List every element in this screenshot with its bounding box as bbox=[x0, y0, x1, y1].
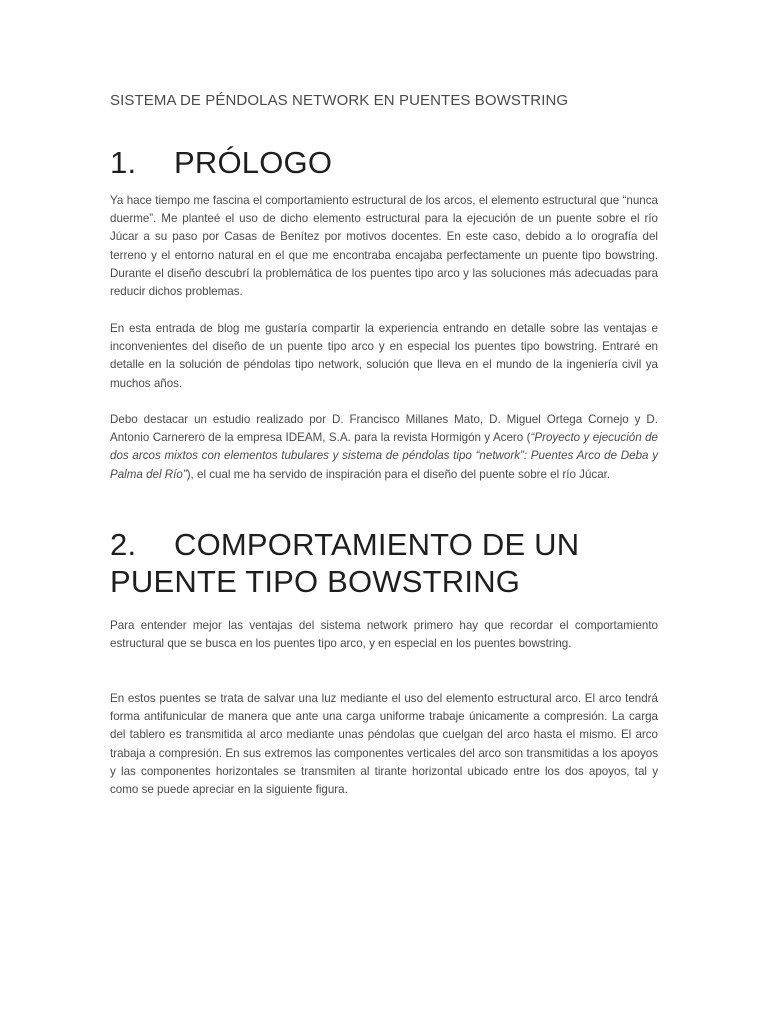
section-1-paragraph-2: En esta entrada de blog me gustaría compartir la experiencia entrando en detalle sobre las ventajas e inconvenientes del diseño de un puente tipo arco y en especial los puentes tipo bowstring. Entraré en detalle en la solución de péndolas tipo network, solución que lleva en el mundo de la ingeniería civil ya muchos años. bbox=[110, 322, 658, 390]
section-2-number: 2. bbox=[110, 527, 137, 562]
section-1-number: 1. bbox=[110, 145, 137, 180]
section-2-heading bbox=[110, 526, 670, 600]
section-1-title: PRÓLOGO bbox=[174, 145, 333, 180]
section-1-paragraph-1: Ya hace tiempo me fascina el comportamiento estructural de los arcos, el elemento estructural que “nunca duerme”. Me planteé el uso de dicho elemento estructural para la ejecución de un puente sobre el río Júcar a su paso por Casas de Benítez por motivos docentes. En este caso, debido a lo orografía del terreno y el entorno natural en el que me encontraba encajaba perfectamente un puente tipo bowstring. Durante el diseño descubrí la problemática de los puentes tipo arco y las soluciones más adecuadas para reducir dichos problemas. bbox=[110, 194, 658, 299]
paragraph-3-text-start: Debo destacar un estudio realizado por D. Francisco Millanes Mato, D. Miguel Ortega Cornejo y D. Antonio Carnerero de la empresa IDEAM, S.A. para la revista Hormigón y Acero ( bbox=[110, 413, 658, 445]
paragraph-3-text-end: ), el cual me ha servido de inspiración para el diseño del puente sobre el río Júcar. bbox=[186, 467, 611, 481]
section-2-title-line-1: COMPORTAMIENTO DE UN bbox=[174, 527, 580, 562]
section-1-heading bbox=[110, 144, 670, 181]
section-2-paragraph-2: En estos puentes se trata de salvar una luz mediante el uso del elemento estructural arco. El arco tendrá forma antifunicular de manera que ante una carga uniforme trabaje únicamente a compresión. La carga del tablero es transmitida al arco mediante unas péndolas que cuelgan del arco hasta el mismo. El arco trabaja a compresión. En sus extremos las componentes verticales del arco son transmitidas a los apoyos y las componentes horizontales se transmiten al tirante horizontal ubicado entre los dos apoyos, tal y como se puede apreciar en la siguiente figura. bbox=[110, 692, 658, 797]
section-2-paragraph-1: Para entender mejor las ventajas del sistema network primero hay que recordar el comportamiento estructural que se busca en los puentes tipo arco, y en especial en los puentes bowstring. bbox=[110, 619, 658, 651]
paragraph-3-citation: “Proyecto y ejecución de dos arcos mixtos con elementos tubulares y sistema de péndolas tipo “network”: Puentes Arco de Deba y Palma del Río” bbox=[110, 431, 658, 481]
document-title: SISTEMA DE PÉNDOLAS NETWORK EN PUENTES BOWSTRING bbox=[110, 92, 569, 109]
section-1-paragraph-3 bbox=[110, 411, 658, 484]
section-2-title-line-2: PUENTE TIPO BOWSTRING bbox=[110, 564, 521, 599]
